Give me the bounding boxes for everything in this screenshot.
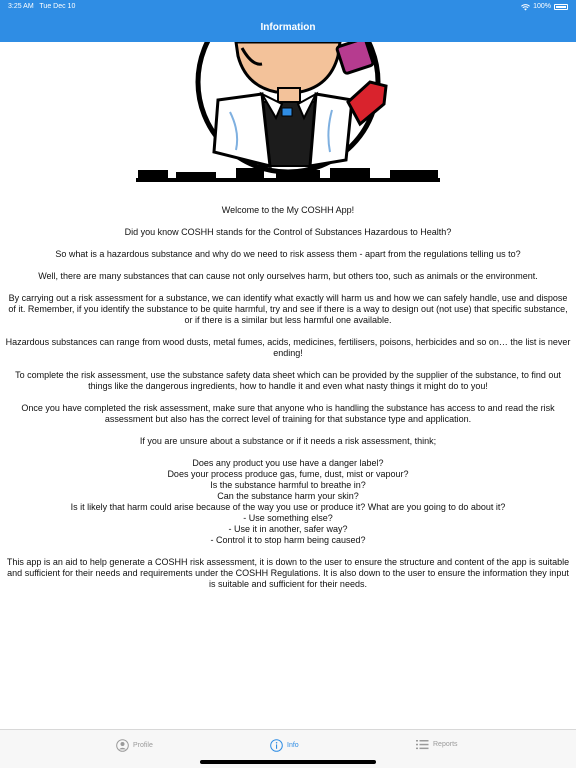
question-item: - Control it to stop harm being caused?	[210, 535, 366, 545]
question-item: Can the substance harm your skin?	[217, 491, 359, 501]
tab-reports-label: Reports	[433, 741, 458, 748]
page-title: Information	[260, 22, 316, 33]
tab-info[interactable]	[270, 739, 299, 752]
safety-data-sheet-info: To complete the risk assessment, use the substance safety data sheet which can be provided by the supplier of the substance, to find out things like the dangerous ingredients, how to handle it and even what nasty things it might do to you!	[15, 370, 561, 391]
risk-assessment-explanation: By carrying out a risk assessment for a substance, we can identify what exactly will harm us and how we can safely handle, use and dispose of it. Remember, if you identify the substance to be quite harmful, try and see if there is a way to design out (not use) that specific substance, or if there is a similar but less harmful one available.	[8, 293, 568, 325]
tab-bar	[0, 729, 576, 768]
status-right	[521, 0, 568, 14]
think-intro: If you are unsure about a substance or if it needs a risk assessment, think;	[139, 436, 437, 446]
question-item: - Use it in another, safer way?	[228, 524, 348, 534]
training-info: Once you have completed the risk assessment, make sure that anyone who is handling the substance has access to and read the risk assessment but also has the correct level of training for that substance type and application.	[21, 403, 555, 424]
question-item: Is it likely that harm could arise because of the way you use or produce it? What are you going to do about it?	[70, 502, 506, 512]
status-time-date	[8, 0, 75, 14]
status-bar	[0, 0, 576, 14]
status-time: 3:25 AM	[8, 3, 34, 10]
info-icon	[270, 739, 283, 752]
question-list	[5, 458, 571, 546]
battery-icon	[554, 4, 568, 10]
profile-icon	[116, 739, 129, 752]
question-item: Does any product you use have a danger label?	[192, 458, 384, 468]
status-date: Tue Dec 10	[39, 3, 76, 10]
harm-explanation: Well, there are many substances that can cause not only ourselves harm, but others too, such as animals or the environment.	[38, 271, 538, 281]
tab-profile[interactable]	[116, 739, 153, 752]
mascot-illustration	[0, 42, 576, 182]
hero-image	[0, 42, 576, 182]
what-is-hazardous: So what is a hazardous substance and why do we need to risk assess them - apart from the regulations telling us to?	[55, 249, 521, 259]
nav-bar	[0, 14, 576, 42]
question-item: - Use something else?	[243, 513, 333, 523]
substance-examples: Hazardous substances can range from wood dusts, metal fumes, acids, medicines, fertilisers, poisons, herbicides and so on… the list is never ending!	[5, 337, 571, 358]
coshh-definition: Did you know COSHH stands for the Control of Substances Hazardous to Health?	[124, 227, 452, 237]
info-content	[5, 205, 571, 601]
list-icon	[416, 739, 429, 750]
question-item: Does your process produce gas, fume, dust, mist or vapour?	[167, 469, 409, 479]
welcome-text: Welcome to the My COSHH App!	[221, 205, 355, 215]
wifi-icon	[521, 4, 530, 11]
tab-reports[interactable]	[416, 739, 458, 750]
home-indicator[interactable]	[200, 760, 376, 764]
tab-info-label: Info	[287, 742, 299, 749]
tab-profile-label: Profile	[133, 742, 153, 749]
disclaimer-text: This app is an aid to help generate a COSHH risk assessment, it is down to the user to ensure the structure and content of the app is suitable and sufficient for their needs and requirements under the COSHH Regulations. It is also down to the user to ensure the information they input is suitable and sufficient for their needs.	[6, 557, 570, 589]
battery-percent: 100%	[533, 3, 551, 10]
question-item: Is the substance harmful to breathe in?	[210, 480, 366, 490]
